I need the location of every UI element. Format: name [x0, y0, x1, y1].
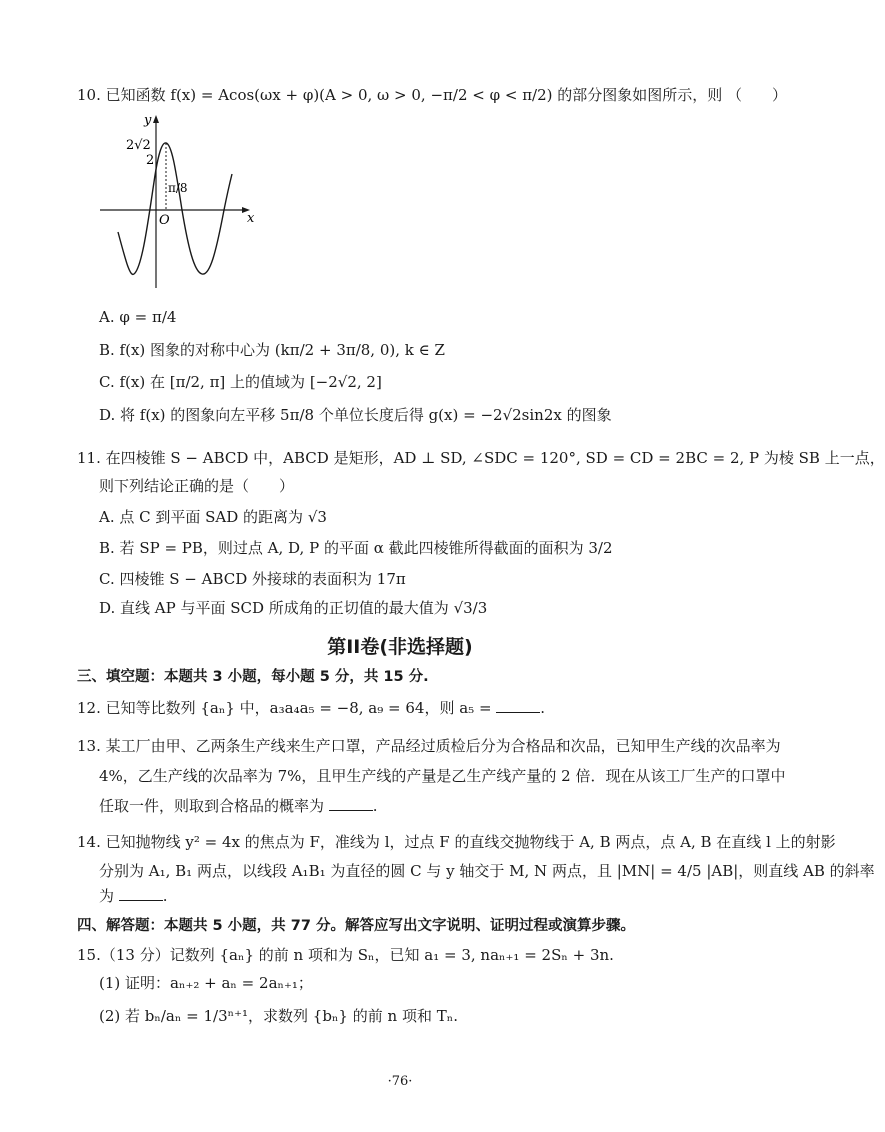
ymark-label: 2 — [146, 153, 155, 168]
q13-line3 — [99, 795, 378, 817]
q15-part1: (1) 证明：aₙ₊₂ + aₙ = 2aₙ₊₁； — [99, 974, 313, 992]
q11-option-c: C. 四棱锥 S − ABCD 外接球的表面积为 17π — [99, 570, 406, 588]
cosine-curve — [118, 143, 232, 274]
q10-option-d: D. 将 f(x) 的图象向左平移 5π/8 个单位长度后得 g(x) = −2√2sin2x 的图象 — [99, 406, 612, 424]
q15-stem: 15.（13 分）记数列 {aₙ} 的前 n 项和为 Sₙ，已知 a₁ = 3, naₙ₊₁ = 2Sₙ + 3n. — [77, 946, 614, 964]
q14-line2: 分别为 A₁, B₁ 两点，以线段 A₁B₁ 为直径的圆 C 与 y 轴交于 M, N 两点，且 |MN| = 4/5 |AB|，则直线 AB 的斜率 — [99, 862, 875, 880]
q11-option-d: D. 直线 AP 与平面 SCD 所成角的正切值的最大值为 √3/3 — [99, 599, 488, 617]
q14-line3 — [99, 885, 168, 907]
q10-graph — [96, 112, 266, 292]
solve-section-header: 四、解答题：本题共 5 小题，共 77 分。解答应写出文字说明、证明过程或演算步骤。 — [77, 918, 635, 934]
q12-end: . — [540, 699, 546, 717]
q14-end: . — [162, 887, 168, 905]
x-axis-label: x — [247, 211, 255, 226]
origin-label: O — [159, 213, 170, 228]
q10-option-a: A. φ = π/4 — [99, 308, 177, 326]
q10-stem: 10. 已知函数 f(x) = Acos(ωx + φ)(A > 0, ω > 0, −π/2 < φ < π/2) 的部分图象如图所示，则 （ ） — [77, 86, 788, 104]
y-axis-label: y — [144, 113, 152, 128]
q11-option-a: A. 点 C 到平面 SAD 的距离为 √3 — [99, 508, 327, 526]
q12-answer-blank[interactable] — [496, 698, 540, 713]
q11-option-b: B. 若 SP = PB，则过点 A, D, P 的平面 α 截此四棱锥所得截面的面积为 3/2 — [99, 539, 613, 557]
q13-answer-blank[interactable] — [329, 796, 373, 811]
q11-stem-line1: 11. 在四棱锥 S − ABCD 中，ABCD 是矩形，AD ⊥ SD, ∠SDC = 120°, SD = CD = 2BC = 2, P 为棱 SB 上一点， — [77, 449, 885, 467]
q12 — [77, 697, 545, 719]
q14-answer-blank[interactable] — [119, 886, 163, 901]
q14-line3-text: 为 — [99, 887, 115, 905]
part2-title: 第II卷(非选择题) — [327, 636, 473, 658]
q13-line3-text: 任取一件，则取到合格品的概率为 — [99, 797, 325, 815]
q13-line2: 4%，乙生产线的次品率为 7%，且甲生产线的产量是乙生产线产量的 2 倍．现在从该工厂生产的口罩中 — [99, 767, 786, 785]
q12-text: 12. 已知等比数列 {aₙ} 中，a₃a₄a₅ = −8, a₉ = 64，则 a₅ = — [77, 699, 492, 717]
ymax-label: 2√2 — [126, 138, 151, 153]
q14-line1: 14. 已知抛物线 y² = 4x 的焦点为 F，准线为 l，过点 F 的直线交抛物线于 A, B 两点，点 A, B 在直线 l 上的射影 — [77, 833, 836, 851]
fill-section-header: 三、填空题：本题共 3 小题，每小题 5 分，共 15 分. — [77, 669, 429, 685]
xmark-label: π/8 — [168, 181, 188, 195]
page-number: ·76· — [387, 1074, 413, 1089]
q15-part2: (2) 若 bₙ/aₙ = 1/3ⁿ⁺¹，求数列 {bₙ} 的前 n 项和 Tₙ. — [99, 1007, 458, 1025]
q10-option-c: C. f(x) 在 [π/2, π] 上的值域为 [−2√2, 2] — [99, 373, 382, 391]
q10-option-b: B. f(x) 图象的对称中心为 (kπ/2 + 3π/8, 0), k ∈ Z — [99, 341, 445, 359]
q13-end: . — [372, 797, 378, 815]
q13-line1: 13. 某工厂由甲、乙两条生产线来生产口罩，产品经过质检后分为合格品和次品，已知甲生产线的次品率为 — [77, 737, 781, 755]
y-axis-arrow — [153, 115, 159, 123]
q11-stem-line2: 则下列结论正确的是（ ） — [99, 477, 295, 495]
